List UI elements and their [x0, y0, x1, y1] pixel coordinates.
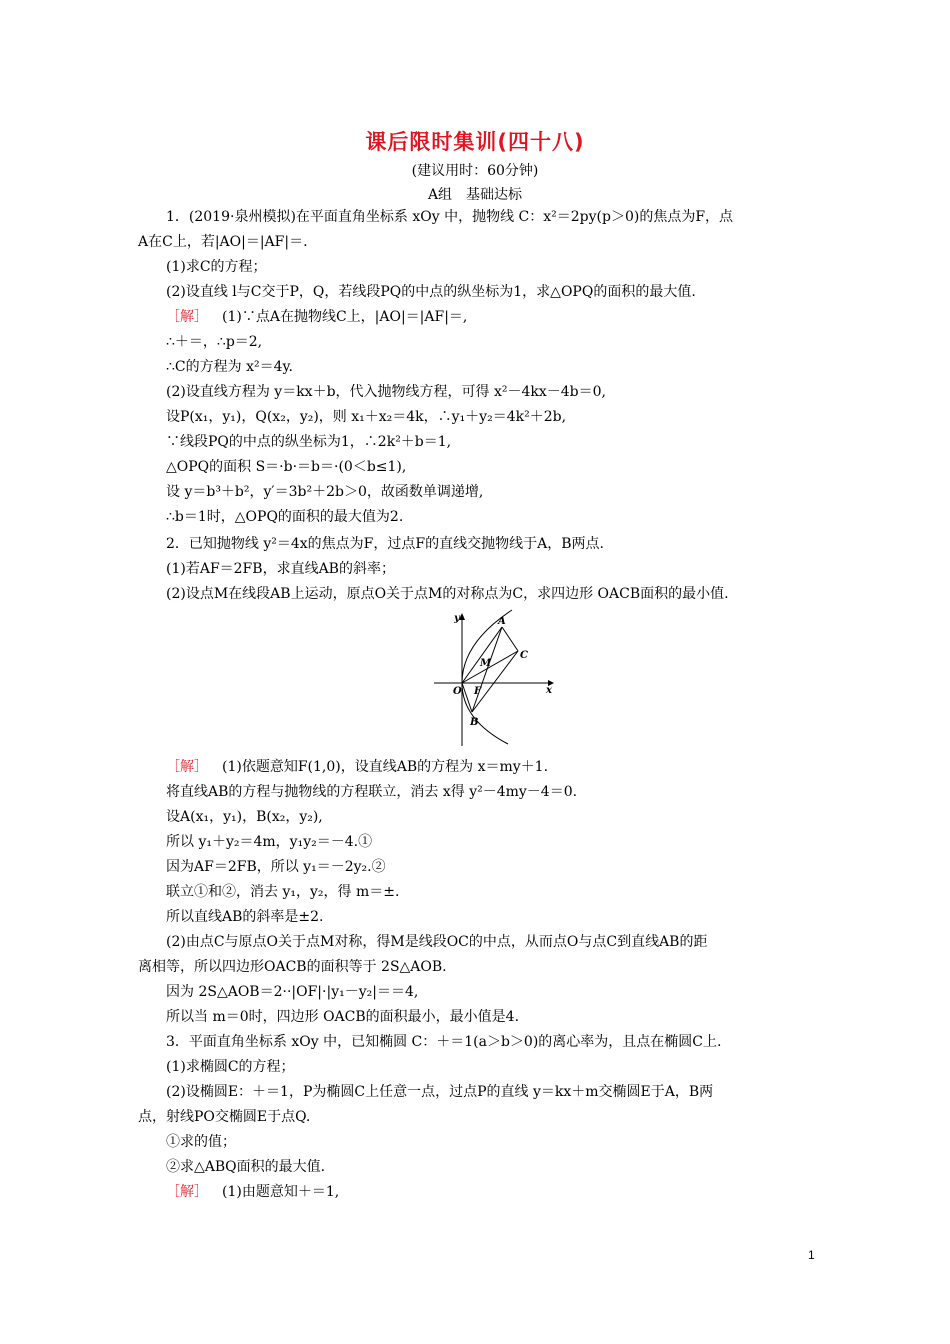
- solution-marker-1: ［解］: [166, 309, 208, 325]
- s2-line-7: 所以直线AB的斜率是±2.: [166, 909, 324, 925]
- s2-line-1: (1)依题意知F(1,0)，设直线AB的方程为 x＝my＋1.: [222, 759, 549, 775]
- s1-line-4: (2)设直线方程为 y＝kx＋b，代入抛物线方程，可得 x²－4kx－4b＝0,: [166, 384, 607, 400]
- q3-sub-1: ①求的值；: [166, 1134, 236, 1150]
- s2-line-6: 联立①和②，消去 y₁，y₂，得 m＝±.: [166, 884, 400, 900]
- s1-line-2: ∴＋＝，∴p＝2,: [166, 334, 263, 350]
- s2-line-3: 设A(x₁，y₁)，B(x₂，y₂),: [166, 809, 323, 825]
- label-y: y: [454, 613, 460, 624]
- s2-line-9: 离相等，所以四边形OACB的面积等于 2S△AOB.: [138, 959, 447, 975]
- s1-line-9: ∴b＝1时，△OPQ的面积的最大值为2.: [166, 509, 404, 525]
- section-heading: A组 基础达标: [427, 187, 523, 203]
- q2-part-1: (1)若AF＝2FB，求直线AB的斜率；: [166, 561, 395, 577]
- label-f: F: [474, 686, 482, 697]
- label-a: A: [498, 616, 506, 627]
- q1-line-1: 1．(2019·泉州模拟)在平面直角坐标系 xOy 中，抛物线 C：x²＝2py(p＞0)的焦点为F，点: [166, 209, 734, 225]
- s1-line-1: (1)∵点A在抛物线C上，|AO|＝|AF|＝,: [222, 309, 468, 325]
- label-o: O: [453, 686, 462, 697]
- q3-line-4: 点，射线PO交椭圆E于点Q.: [138, 1109, 311, 1125]
- q2-line-1: 2．已知抛物线 y²＝4x的焦点为F，过点F的直线交抛物线于A，B两点.: [166, 536, 604, 552]
- q1-part-1: (1)求C的方程；: [166, 259, 267, 275]
- label-x: x: [546, 685, 552, 696]
- q1-line-2: A在C上，若|AO|＝|AF|＝.: [138, 234, 308, 250]
- s1-line-8: 设 y＝b³＋b²，y′＝3b²＋2b＞0，故函数单调递增,: [166, 484, 484, 500]
- label-c: C: [520, 650, 528, 661]
- s2-line-11: 所以当 m＝0时，四边形 OACB的面积最小，最小值是4.: [166, 1009, 520, 1025]
- s3-line-1: (1)由题意知＋＝1,: [222, 1184, 340, 1200]
- s2-line-2: 将直线AB的方程与抛物线的方程联立，消去 x得 y²－4my－4＝0.: [166, 784, 578, 800]
- s2-line-5: 因为AF＝2FB，所以 y₁＝－2y₂.②: [166, 859, 386, 875]
- s1-line-3: ∴C的方程为 x²＝4y.: [166, 359, 293, 375]
- parabola-lower: [462, 683, 508, 744]
- s2-line-10: 因为 2S△AOB＝2··|OF|·|y₁－y₂|＝＝4,: [166, 984, 419, 1000]
- q1-part-2: (2)设直线 l与C交于P，Q，若线段PQ的中点的纵坐标为1，求△OPQ的面积的最大值.: [166, 284, 696, 300]
- page-number: 1: [808, 1248, 815, 1262]
- s1-line-7: △OPQ的面积 S＝·b·＝b＝·(0＜b≤1),: [166, 459, 407, 475]
- q2-part-2: (2)设点M在线段AB上运动，原点O关于点M的对称点为C，求四边形 OACB面积的最小值.: [166, 586, 729, 602]
- s2-line-4: 所以 y₁＋y₂＝4m，y₁y₂＝－4.①: [166, 834, 373, 850]
- q3-part-2: (2)设椭圆E：＋＝1，P为椭圆C上任意一点，过点P的直线 y＝kx＋m交椭圆E于A，B两: [166, 1084, 714, 1100]
- s2-line-8: (2)由点C与原点O关于点M对称，得M是线段OC的中点，从而点O与点C到直线AB的距: [166, 934, 708, 950]
- solution-marker-3: ［解］: [166, 1184, 208, 1200]
- q3-line-1: 3．平面直角坐标系 xOy 中，已知椭圆 C：＋＝1(a＞b＞0)的离心率为，且点在椭圆C上.: [166, 1034, 722, 1050]
- page-title: 课后限时集训(四十八): [365, 130, 585, 154]
- label-m: M: [480, 658, 492, 669]
- solution-marker-2: ［解］: [166, 759, 208, 775]
- suggested-time: (建议用时：60分钟): [411, 163, 539, 179]
- q3-sub-2: ②求△ABQ面积的最大值.: [166, 1159, 326, 1175]
- label-b: B: [470, 717, 479, 728]
- y-axis-arrow: [459, 613, 465, 620]
- q3-part-1: (1)求椭圆C的方程；: [166, 1059, 295, 1075]
- s1-line-5: 设P(x₁，y₁)，Q(x₂，y₂)，则 x₁＋x₂＝4k，∴y₁＋y₂＝4k²＋2b,: [166, 409, 567, 425]
- parabola-figure: [428, 608, 558, 748]
- chord-ab: [472, 627, 502, 712]
- s1-line-6: ∵线段PQ的中点的纵坐标为1，∴2k²＋b＝1,: [166, 434, 452, 450]
- segment-ac: [502, 627, 518, 651]
